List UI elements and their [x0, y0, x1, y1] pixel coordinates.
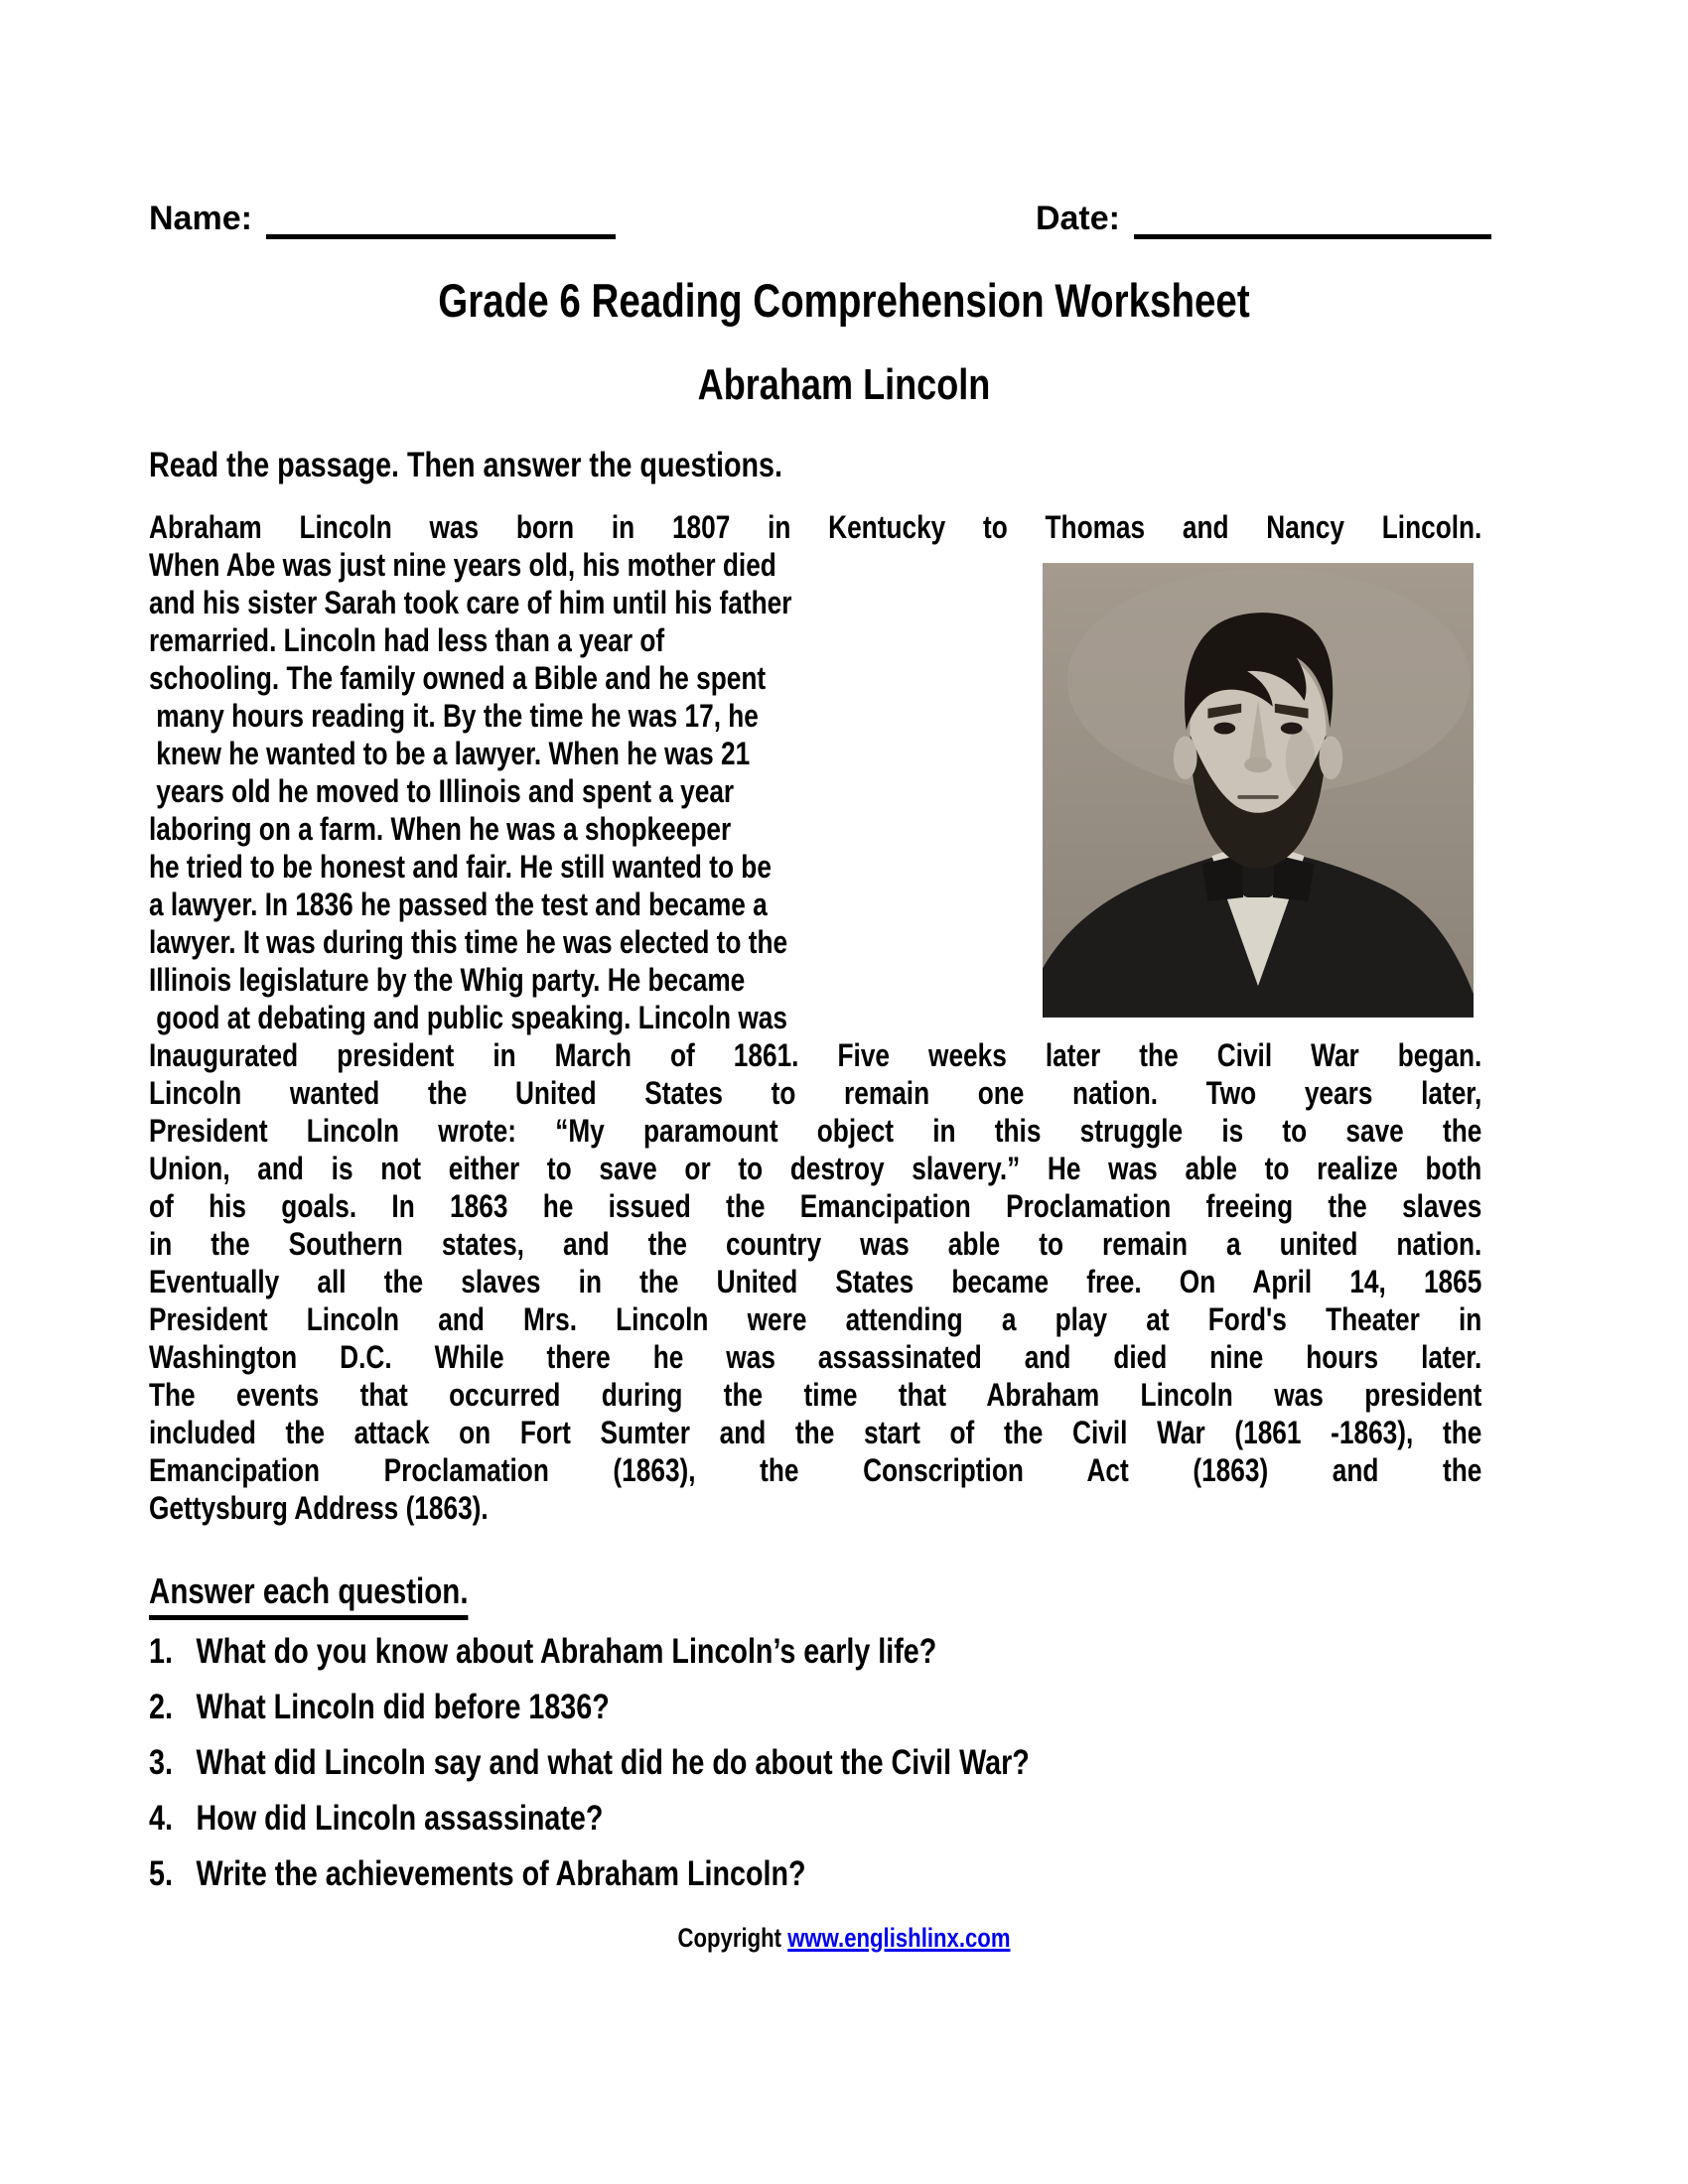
- passage-line: in the Southern states, and the country was able to remain a united nation.: [149, 1226, 1482, 1262]
- passage-line: remarried. Lincoln had less than a year of: [149, 622, 665, 658]
- passage-line: Eventually all the slaves in the United States became free. On April 14, 1865: [149, 1264, 1482, 1299]
- passage-line: The events that occurred during the time that Abraham Lincoln was president: [149, 1377, 1482, 1413]
- question-item: [149, 1688, 1481, 1727]
- question-number: 4.: [149, 1799, 173, 1838]
- lincoln-portrait-graphic: [1043, 562, 1474, 1019]
- footer: [152, 1922, 1536, 1954]
- passage-line: good at debating and public speaking. Lincoln was: [149, 1000, 787, 1035]
- lincoln-portrait-image: [1043, 562, 1474, 1019]
- question-number: 3.: [149, 1743, 173, 1782]
- passage-line: Gettysburg Address (1863).: [149, 1490, 489, 1526]
- date-blank-line[interactable]: [1134, 191, 1491, 239]
- passage-line: President Lincoln wrote: “My paramount object in this struggle is to save the: [149, 1113, 1482, 1149]
- question-item: [149, 1854, 1481, 1894]
- passage-line: When Abe was just nine years old, his mother died: [149, 547, 776, 583]
- question-text: What Lincoln did before 1836?: [196, 1688, 610, 1726]
- question-number: 5.: [149, 1854, 173, 1893]
- name-blank-line[interactable]: [266, 191, 616, 239]
- date-label: Date:: [1035, 200, 1120, 237]
- question-number: 2.: [149, 1688, 173, 1726]
- passage-line: Washington D.C. While there he was assassinated and died nine hours later.: [149, 1339, 1482, 1375]
- copyright-label: Copyright: [677, 1923, 782, 1953]
- passage-line: a lawyer. In 1836 he passed the test and became a: [149, 887, 768, 922]
- name-field: [149, 191, 616, 239]
- passage-line: many hours reading it. By the time he was 17, he: [149, 698, 759, 734]
- passage-line: he tried to be honest and fair. He still wanted to be: [149, 849, 772, 885]
- passage-line: Lincoln wanted the United States to remain one nation. Two years later,: [149, 1075, 1482, 1111]
- date-field: [1036, 191, 1491, 239]
- name-label: Name:: [149, 200, 252, 237]
- question-item: [149, 1632, 1481, 1672]
- passage-line: knew he wanted to be a lawyer. When he was 21: [149, 736, 751, 771]
- passage-line: years old he moved to Illinois and spent a year: [149, 773, 735, 809]
- passage-line: of his goals. In 1863 he issued the Emancipation Proclamation freeing the slaves: [149, 1188, 1482, 1224]
- passage-line: included the attack on Fort Sumter and the start of the Civil War (1861 -1863), the: [149, 1415, 1482, 1450]
- question-text: What do you know about Abraham Lincoln’s early life?: [196, 1632, 937, 1671]
- question-item: [149, 1743, 1481, 1783]
- passage-line: President Lincoln and Mrs. Lincoln were attending a play at Ford's Theater in: [149, 1301, 1482, 1337]
- passage-line: schooling. The family owned a Bible and he spent: [149, 660, 767, 696]
- question-number: 1.: [149, 1632, 173, 1671]
- question-item: [149, 1799, 1481, 1839]
- passage-line: and his sister Sarah took care of him until his father: [149, 585, 792, 620]
- instructions-text: Read the passage. Then answer the questions.: [149, 446, 782, 484]
- englishlinx-link[interactable]: www.englishlinx.com: [787, 1923, 1011, 1953]
- passage-line: Inaugurated president in March of 1861. Five weeks later the Civil War began.: [149, 1037, 1482, 1073]
- passage-line: Illinois legislature by the Whig party. He became: [149, 962, 746, 998]
- page-title: Grade 6 Reading Comprehension Worksheet: [438, 274, 1250, 327]
- questions-section: [149, 1570, 1481, 1910]
- questions-list: [149, 1632, 1481, 1894]
- question-text: How did Lincoln assassinate?: [196, 1799, 604, 1838]
- page-subtitle: Abraham Lincoln: [697, 360, 991, 409]
- passage-line: Union, and is not either to save or to destroy slavery.” He was able to realize both: [149, 1151, 1482, 1186]
- passage-line: lawyer. It was during this time he was elected to the: [149, 924, 788, 960]
- question-text: Write the achievements of Abraham Lincoln?: [196, 1854, 806, 1893]
- passage-line: Abraham Lincoln was born in 1807 in Kentucky to Thomas and Nancy Lincoln.: [149, 509, 1482, 545]
- passage-line: Emancipation Proclamation (1863), the Conscription Act (1863) and the: [149, 1452, 1482, 1488]
- header-row: [149, 191, 1491, 239]
- passage-line: laboring on a farm. When he was a shopkeeper: [149, 811, 732, 847]
- questions-heading: Answer each question.: [149, 1570, 469, 1620]
- question-text: What did Lincoln say and what did he do about the Civil War?: [196, 1743, 1030, 1782]
